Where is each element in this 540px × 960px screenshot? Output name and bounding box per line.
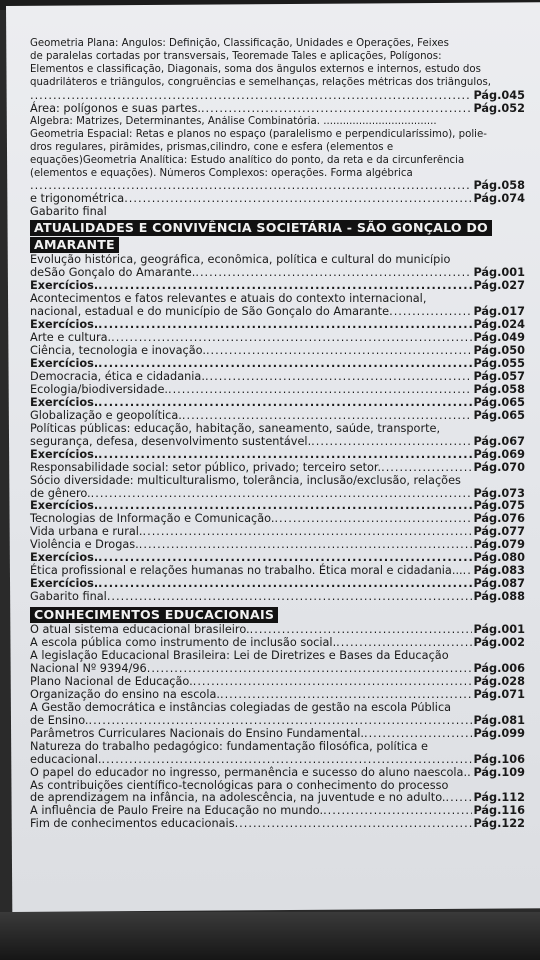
leader-dots bbox=[30, 90, 472, 103]
math-intro-line-3: Elementos e classificação, Diagonais, soma dos ângulos externos e internos, estudo dos bbox=[30, 63, 481, 75]
toc-entry bbox=[30, 637, 525, 650]
math-intro-line-4: quadriláteros e triângulos, congruências e semelhanças, relações métricas dos triângulos, bbox=[30, 76, 491, 88]
toc-entry-title: Tecnologias de Informação e Comunicação. bbox=[30, 512, 275, 526]
toc-entry-title: Ecologia/biodiversidade. bbox=[30, 382, 168, 396]
toc-entry-title: de gênero. bbox=[30, 486, 91, 500]
toc-entry bbox=[30, 462, 525, 475]
leader-dots bbox=[205, 371, 473, 384]
toc-entry-title: Globalização e geopolítica. bbox=[30, 408, 182, 422]
toc-entry-page: Pág.027 bbox=[473, 279, 525, 293]
toc-entry-page: Pág.116 bbox=[473, 804, 525, 818]
toc-entry-page: Pág.024 bbox=[473, 318, 525, 332]
leader-dots bbox=[139, 539, 473, 552]
toc-entry bbox=[30, 371, 525, 384]
toc-entry-line: A Gestão democrática e instâncias colegiadas de gestão na escola Pública bbox=[30, 701, 452, 714]
leader-dots bbox=[147, 663, 473, 676]
section-heading-conhecimentos: CONHECIMENTOS EDUCACIONAIS bbox=[30, 607, 278, 623]
toc-entry-page: Pág.073 bbox=[473, 486, 525, 500]
toc-entry-line: Acontecimentos e fatos relevantes e atuais do contexto internacional, bbox=[30, 293, 427, 306]
leader-dots bbox=[193, 676, 473, 689]
toc-exercise-entry bbox=[30, 280, 525, 293]
leader-dots bbox=[89, 715, 473, 728]
toc-exercise-entry bbox=[30, 449, 525, 462]
leader-dots bbox=[98, 358, 472, 371]
toc-entry-page: Pág.075 bbox=[473, 499, 525, 513]
gabarito-final-math: Gabarito final bbox=[30, 206, 107, 219]
toc-entry-title: Vida urbana e rural. bbox=[30, 525, 143, 539]
toc-entry bbox=[30, 90, 525, 103]
toc-entry-page: Pág.071 bbox=[473, 687, 525, 701]
toc-entry-title: Plano Nacional de Educação. bbox=[30, 674, 193, 688]
toc-entry-title: de aprendizagem na infância, na adolescência, na juventude e no adulto. bbox=[30, 791, 446, 805]
math-algebra-line-1: Álgebra: Matrizes, Determinantes, Análise Combinatória. ................................... bbox=[30, 115, 437, 127]
leader-dots bbox=[143, 526, 473, 539]
toc-entry-page: Pág.067 bbox=[473, 434, 525, 448]
toc-entry-page: Pág.001 bbox=[473, 623, 525, 637]
toc-entry bbox=[30, 345, 525, 358]
leader-dots bbox=[102, 754, 473, 767]
toc-entry-page: Pág.074 bbox=[473, 192, 525, 206]
leader-dots bbox=[311, 436, 472, 449]
leader-dots bbox=[201, 103, 472, 116]
toc-entry-page: Pág.099 bbox=[473, 726, 525, 740]
toc-entry-title: Parâmetros Curriculares Nacionais do Ensino Fundamental. bbox=[30, 726, 364, 740]
leader-dots bbox=[124, 193, 472, 206]
leader-dots bbox=[98, 449, 472, 462]
leader-dots bbox=[220, 689, 472, 702]
toc-entry-title: Arte e cultura. bbox=[30, 331, 112, 345]
toc-entry bbox=[30, 715, 525, 728]
toc-entry bbox=[30, 689, 525, 702]
toc-entry-page: Pág.006 bbox=[473, 661, 525, 675]
math-algebra-line-2: Geometria Espacial: Retas e planos no espaço (paralelismo e perpendicularíssimo), polie- bbox=[30, 128, 487, 140]
toc-entry-title: Responsabilidade social: setor público, privado; terceiro setor. bbox=[30, 460, 382, 474]
toc-entry-page: Pág.080 bbox=[473, 551, 525, 565]
toc-entry bbox=[30, 754, 525, 767]
toc-entry-page: Pág.028 bbox=[473, 674, 525, 688]
toc-entry-title: deSão Gonçalo do Amarante. bbox=[30, 266, 196, 280]
toc-entry bbox=[30, 306, 525, 319]
leader-dots bbox=[323, 805, 472, 818]
toc-entry-page: Pág.077 bbox=[473, 525, 525, 539]
toc-entry bbox=[30, 818, 525, 831]
section-conhecimentos-list bbox=[30, 624, 525, 831]
toc-entry-title: Exercícios. bbox=[30, 447, 99, 461]
toc-entry bbox=[30, 488, 525, 501]
toc-entry-title: Exercícios. bbox=[30, 551, 99, 565]
toc-entry-title: A escola pública como instrumento de inclusão social. bbox=[30, 636, 337, 650]
toc-entry-title: Gabarito final bbox=[30, 590, 107, 604]
toc-entry-page: Pág.109 bbox=[473, 765, 525, 779]
toc-entry bbox=[30, 591, 525, 604]
toc-entry-page: Pág.050 bbox=[473, 344, 525, 358]
toc-entry-title: Ciência, tecnologia e inovação. bbox=[30, 344, 206, 358]
toc-entry-line: As contribuições científico-tecnológicas para o conhecimento do processo bbox=[30, 779, 449, 792]
toc-entry bbox=[30, 193, 525, 206]
math-algebra-line-4: equações)Geometria Analítica: Estudo analítico do ponto, da reta e da circunferência bbox=[30, 154, 465, 166]
leader-dots bbox=[274, 513, 472, 526]
toc-entry-page: Pág.058 bbox=[473, 179, 525, 193]
math-intro-line-1: Geometria Plana: Ângulos: Definição, Classificação, Unidades e Operações, Feixes bbox=[30, 38, 449, 49]
toc-entry bbox=[30, 539, 525, 552]
leader-dots bbox=[195, 267, 472, 280]
leader-dots bbox=[98, 319, 472, 332]
leader-dots bbox=[364, 728, 472, 741]
leader-dots bbox=[98, 280, 472, 293]
leader-dots bbox=[98, 578, 472, 591]
toc-entry-title: de Ensino. bbox=[30, 713, 89, 727]
toc-entry-page: Pág.052 bbox=[473, 101, 525, 115]
math-intro-line-2: de paralelas cortadas por transversais, Teoremade Tales e aplicações, Polígonos: bbox=[30, 50, 442, 62]
toc-entry-page: Pág.070 bbox=[473, 460, 525, 474]
toc-entry bbox=[30, 103, 525, 116]
toc-entry-page: Pág.088 bbox=[473, 590, 525, 604]
toc-entry-title: nacional, estadual e do município de São Gonçalo do Amarante bbox=[30, 305, 390, 319]
toc-entry bbox=[30, 767, 525, 780]
toc-entry-title: educacional. bbox=[30, 752, 102, 766]
toc-entry-line: Sócio diversidade: multiculturalismo, tolerância, inclusão/exclusão, relações bbox=[30, 474, 461, 487]
toc-entry bbox=[30, 663, 525, 676]
toc-entry-title: Área: polígonos e suas partes. bbox=[30, 101, 201, 115]
toc-entry-page: Pág.065 bbox=[473, 408, 525, 422]
toc-entry bbox=[30, 676, 525, 689]
toc-entry-page: Pág.057 bbox=[473, 369, 525, 383]
math-algebra-line-3: dros regulares, pirâmides, prismas,cilindro, cone e esfera (elementos e bbox=[30, 141, 394, 153]
photo-bottom-shadow bbox=[0, 912, 540, 960]
math-algebra-line-5: (elementos e equações). Números Complexos: operações. Forma algébrica bbox=[30, 167, 413, 179]
toc-entry-page: Pág.001 bbox=[473, 266, 525, 280]
toc-entry-page: Pág.069 bbox=[473, 447, 525, 461]
toc-entry-page: Pág.076 bbox=[473, 512, 525, 526]
toc-exercise-entry bbox=[30, 397, 525, 410]
toc-entry-title: A influência de Paulo Freire na Educação no mundo. bbox=[30, 804, 324, 818]
toc-entry-title: Exercícios. bbox=[30, 318, 99, 332]
toc-entry-page: Pág.055 bbox=[473, 356, 525, 370]
toc-entry-title: Ética profissional e relações humanas no trabalho. Ética moral e cidadania... bbox=[30, 564, 463, 578]
leader-dots bbox=[168, 384, 472, 397]
toc-entry-page: Pág.079 bbox=[473, 538, 525, 552]
toc-entry bbox=[30, 384, 525, 397]
leader-dots bbox=[446, 792, 473, 805]
toc-entry-title: Exercícios. bbox=[30, 395, 99, 409]
leader-dots bbox=[206, 345, 473, 358]
toc-entry-title: O atual sistema educacional brasileiro. bbox=[30, 623, 250, 637]
leader-dots bbox=[389, 306, 472, 319]
toc-entry-title: Violência e Drogas. bbox=[30, 538, 139, 552]
toc-entry-line: Políticas públicas: educação, habitação, saneamento, saúde, transporte, bbox=[30, 422, 441, 435]
toc-entry-title: O papel do educador no ingresso, permanência e sucesso do aluno naescola. bbox=[30, 765, 468, 779]
toc-entry-title: Democracia, ética e cidadania. bbox=[30, 369, 205, 383]
leader-dots bbox=[182, 410, 473, 423]
section-atualidades-list bbox=[30, 254, 525, 604]
leader-dots bbox=[235, 818, 473, 831]
toc-entry-page: Pág.058 bbox=[473, 382, 525, 396]
toc-entry-title: Fim de conhecimentos educacionais bbox=[30, 817, 235, 831]
toc-entry-page: Pág.081 bbox=[473, 713, 525, 727]
toc-entry-title: Nacional Nº 9394/96 bbox=[30, 661, 147, 675]
toc-entry-page: Pág.087 bbox=[473, 577, 525, 591]
section-heading-atualidades-line2: AMARANTE bbox=[30, 237, 119, 253]
leader-dots bbox=[107, 591, 473, 604]
toc-entry-title: Exercícios. bbox=[30, 279, 99, 293]
toc-entry-page: Pág.122 bbox=[473, 817, 525, 831]
toc-entry-page: Pág.106 bbox=[473, 752, 525, 766]
toc-entry-title: e trigonométrica bbox=[30, 192, 125, 206]
toc-entry-page: Pág.112 bbox=[473, 791, 525, 805]
toc-entry-title: segurança, defesa, desenvolvimento sustentável. bbox=[30, 434, 312, 448]
toc-entry-page: Pág.002 bbox=[473, 636, 525, 650]
toc-entry-page: Pág.065 bbox=[473, 395, 525, 409]
toc-entry bbox=[30, 410, 525, 423]
toc-entry-line: Natureza do trabalho pedagógico: fundamentação filosófica, política e bbox=[30, 740, 428, 753]
section-heading-atualidades: ATUALIDADES E CONVIVÊNCIA SOCIETÁRIA - SÃO GONÇALO DO bbox=[30, 220, 492, 236]
toc-entry-page: Pág.049 bbox=[473, 331, 525, 345]
toc-entry-page: Pág.083 bbox=[473, 564, 525, 578]
toc-entry bbox=[30, 565, 525, 578]
leader-dots bbox=[91, 488, 473, 501]
toc-entry bbox=[30, 267, 525, 280]
toc-entry-line: Evolução histórica, geográfica, econômica, política e cultural do município bbox=[30, 254, 451, 267]
leader-dots bbox=[98, 397, 472, 410]
toc-exercise-entry bbox=[30, 358, 525, 371]
toc-entry-title: Exercícios. bbox=[30, 356, 99, 370]
leader-dots bbox=[463, 565, 473, 578]
toc-entry-line: A legislação Educacional Brasileira: Lei de Diretrizes e Bases da Educação bbox=[30, 649, 449, 662]
leader-dots bbox=[336, 637, 472, 650]
toc-entry bbox=[30, 728, 525, 741]
toc-entry-title: Exercícios. bbox=[30, 499, 99, 513]
leader-dots bbox=[381, 462, 472, 475]
toc-entry-title: Exercícios. bbox=[30, 577, 99, 591]
table-of-contents bbox=[30, 38, 525, 831]
toc-entry bbox=[30, 436, 525, 449]
toc-entry-title: Organização do ensino na escola. bbox=[30, 687, 220, 701]
toc-entry-page: Pág.017 bbox=[473, 305, 525, 319]
toc-entry-page: Pág.045 bbox=[473, 88, 525, 102]
